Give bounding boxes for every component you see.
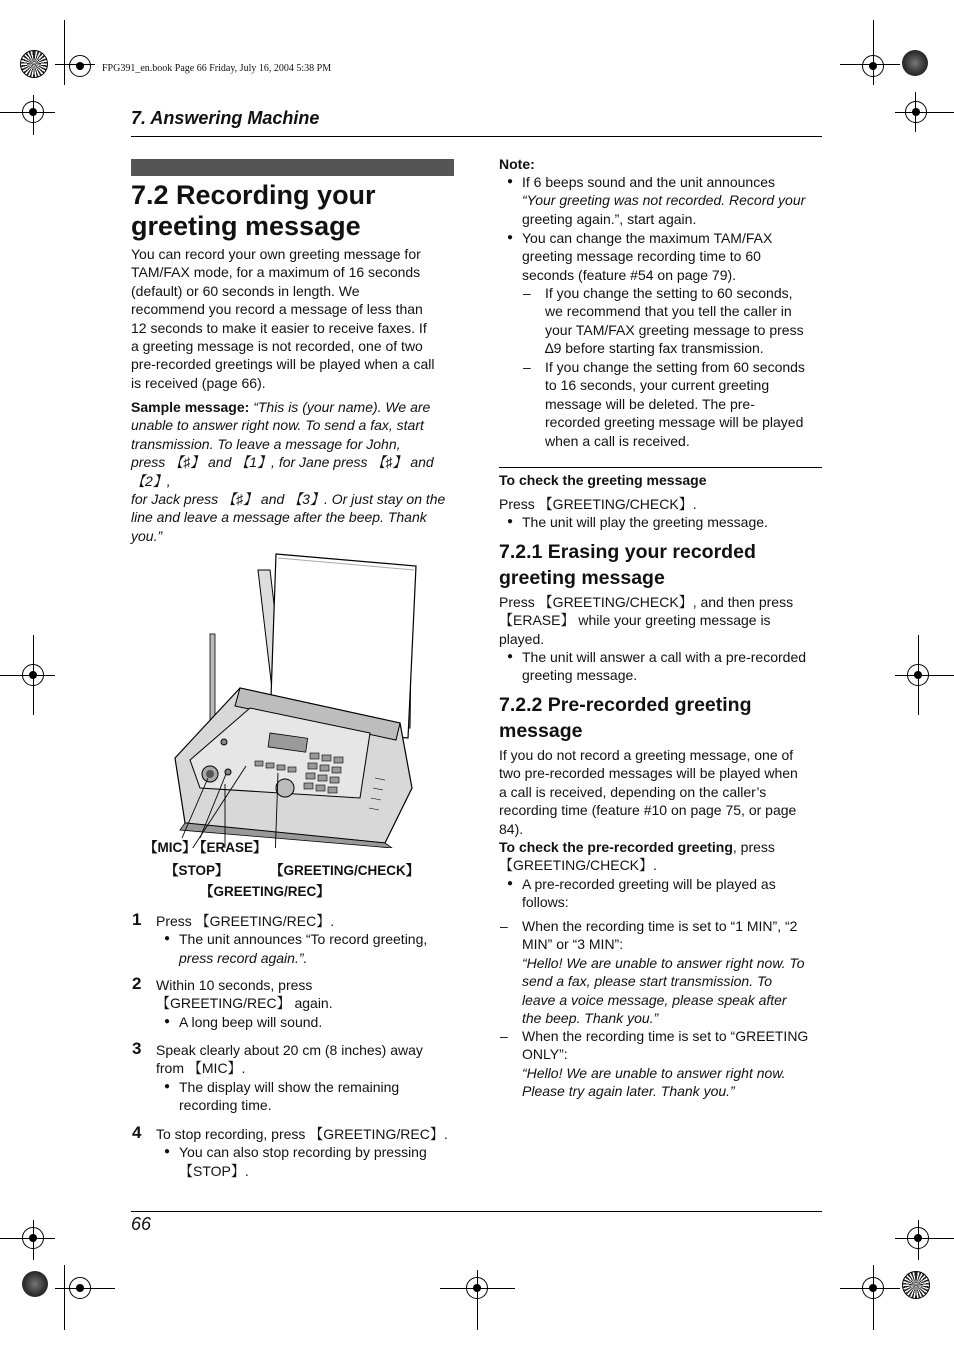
- running-head: 7. Answering Machine: [131, 108, 320, 128]
- step-number: 3: [132, 1039, 142, 1058]
- callout-greeting-rec: 【GREETING/REC】: [200, 884, 330, 899]
- registration-disc-icon: [902, 50, 928, 76]
- intro-paragraph: You can record your own greeting message for TAM/FAX mode, for a maximum of 16 seconds (default) or 60 seconds in length. We recommend you record a message of less than 12 seconds to make it easier to receive faxes. If a greeting message is not recorded, one of two pre-recorded greetings will be played when a call is received (page 66).: [131, 246, 435, 391]
- case-2: – When the recording time is set to “GREETING ONLY”: “Hello! We are unable to answer right now. Please try again later. Thank you.”: [500, 1028, 809, 1100]
- registration-target-icon: [22, 664, 44, 686]
- heading-7-2-1: 7.2.1 Erasing your recorded greeting message: [499, 541, 756, 589]
- section-bar: [131, 159, 454, 176]
- callout-stop: 【STOP】: [165, 863, 229, 878]
- section-rule: [499, 467, 822, 468]
- page-title: 7.2 Recording your greeting message: [131, 180, 376, 241]
- note-2: ● You can change the maximum TAM/FAX greeting message recording time to 60 seconds (feature #54 on page 79).: [507, 230, 773, 283]
- check-greeting-bullet: ● The unit will play the greeting message.: [507, 514, 768, 530]
- step-number: 2: [132, 974, 142, 993]
- footer-rule: [131, 1211, 822, 1212]
- note-label: Note:: [499, 156, 535, 172]
- registration-sunburst-icon: [902, 1271, 930, 1299]
- registration-target-icon: [22, 1227, 44, 1249]
- registration-disc-icon: [22, 1271, 48, 1297]
- step-4: To stop recording, press 【GREETING/REC】. ● You can also stop recording by pressing 【STOP】.: [156, 1126, 448, 1179]
- callout-mic: 【MIC】: [144, 840, 196, 855]
- erase-paragraph: Press 【GREETING/CHECK】, and then press 【ERASE】 while your greeting message is played.: [499, 594, 794, 647]
- pre-recorded-paragraph: If you do not record a greeting message, one of two pre-recorded messages will be played when a call is received, depending on the caller’s recording time (feature #10 on page 75, or page 84). To check the pre-recorded greeting, press 【GREETING/CHECK】.: [499, 747, 798, 874]
- heading-7-2-2: 7.2.2 Pre-recorded greeting message: [499, 694, 752, 742]
- step-number: 4: [132, 1123, 142, 1142]
- check-greeting-heading: To check the greeting message: [499, 472, 707, 488]
- step-2: Within 10 seconds, press 【GREETING/REC】 again. ● A long beep will sound.: [156, 977, 333, 1030]
- case-1: – When the recording time is set to “1 MIN”, “2 MIN” or “3 MIN”: “Hello! We are unable to answer right now. To send a fax, please start transmission. To leave a voice message, please speak after the beep. Thank you.”: [500, 918, 805, 1027]
- step-number: 1: [132, 910, 142, 929]
- step-1: Press 【GREETING/REC】. ● The unit announces “To record greeting, press record again.”.: [156, 913, 428, 966]
- callout-greeting-check: 【GREETING/CHECK】: [270, 863, 420, 878]
- registration-target-icon: [69, 1277, 91, 1299]
- book-info: FPG391_en.book Page 66 Friday, July 16, 2004 5:38 PM: [102, 63, 332, 74]
- sample-message: Sample message: “This is (your name). We are unable to answer right now. To send a fax, start transmission. To leave a message for John, press 【♯】 and 【1】, for Jane press 【♯】 and 【2】, for Jack press 【♯】 and 【3】. Or just stay on the line and leave a message after the beep. Thank you.”: [131, 399, 446, 544]
- fax-machine-illustration: [160, 548, 430, 848]
- header-rule: [131, 136, 822, 137]
- check-greeting-press: Press 【GREETING/CHECK】.: [499, 496, 697, 512]
- registration-sunburst-icon: [20, 50, 48, 78]
- registration-target-icon: [69, 55, 91, 77]
- registration-target-icon: [466, 1277, 488, 1299]
- registration-target-icon: [907, 1227, 929, 1249]
- callout-erase: 【ERASE】: [193, 840, 267, 855]
- registration-target-icon: [907, 664, 929, 686]
- pre-recorded-bullet: ● A pre-recorded greeting will be played as follows:: [507, 876, 776, 911]
- registration-target-icon: [905, 101, 927, 123]
- note-2-sub-1: – If you change the setting to 60 seconds, we recommend that you tell the caller in your TAM/FAX greeting message to press ∆9 before starting fax transmission.: [523, 285, 804, 357]
- note-2-sub-2: – If you change the setting from 60 seconds to 16 seconds, your current greeting message will be deleted. The pre- recorded greeting message will be played when a call is received.: [523, 359, 805, 449]
- erase-bullet: ● The unit will answer a call with a pre-recorded greeting message.: [507, 649, 807, 684]
- registration-target-icon: [862, 1277, 884, 1299]
- page-number: 66: [131, 1214, 152, 1234]
- registration-target-icon: [862, 55, 884, 77]
- registration-target-icon: [22, 101, 44, 123]
- step-3: Speak clearly about 20 cm (8 inches) away from 【MIC】. ● The display will show the remaining recording time.: [156, 1042, 423, 1114]
- note-1: ● If 6 beeps sound and the unit announces “Your greeting was not recorded. Record your greeting again.”, start again.: [507, 174, 806, 227]
